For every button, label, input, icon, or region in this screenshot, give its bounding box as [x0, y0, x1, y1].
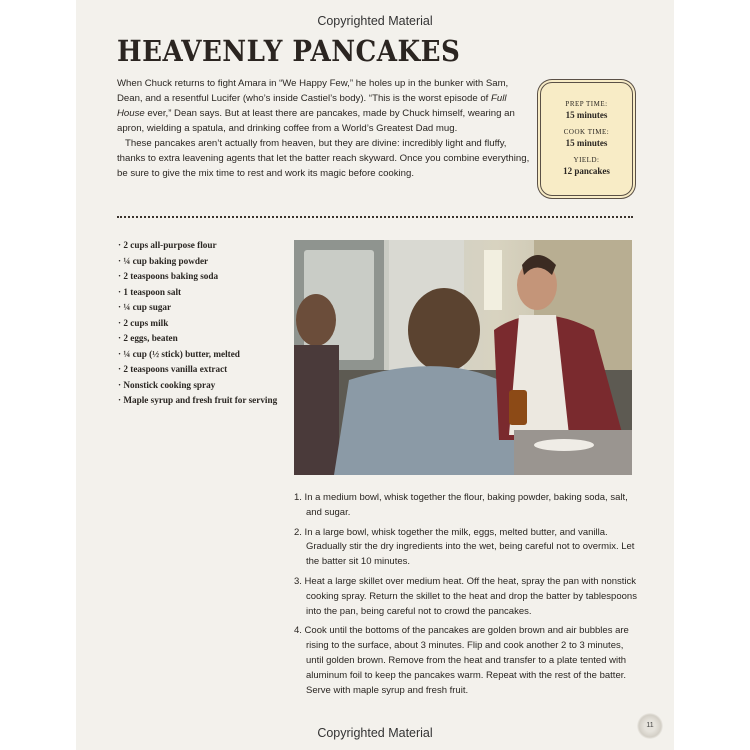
ingredient-item: · ¼ cup (½ stick) butter, melted	[117, 347, 289, 363]
intro-text	[117, 76, 532, 181]
watermark-top: Copyrighted Material	[317, 14, 433, 28]
ingredient-item: · 2 cups all-purpose flour	[117, 238, 289, 254]
instruction-step: 3. Heat a large skillet over medium heat. Off the heat, spray the pan with nonstick cooking spray. Return the skillet to the heat and drop the batter by tablespoons into the pan, being careful not to crowd the pancakes.	[294, 575, 637, 617]
ingredient-item: · 2 cups milk	[117, 316, 289, 332]
scene-photo	[294, 240, 632, 475]
ingredient-item: · 2 eggs, beaten	[117, 331, 289, 347]
prep-time-label: PREP TIME:	[565, 100, 608, 108]
watermark-bottom: Copyrighted Material	[317, 726, 433, 740]
cook-time-label: COOK TIME:	[563, 128, 610, 136]
ingredient-item: · 2 teaspoons baking soda	[117, 269, 289, 285]
cook-time-value: 15 minutes	[565, 138, 608, 148]
intro-paragraph-2: These pancakes aren’t actually from heaven, but they are divine: incredibly light and fluffy, thanks to extra leavening agents that let the batter reach skyward. Once you combine everything, be sure to give the mix time to rest and work its magic before cooking.	[117, 138, 530, 179]
intro-text-a: When Chuck returns to fight Amara in “We Happy Few,” he holes up in the bunker with Sam, Dean, and a resentful Lucifer (who’s inside Castiel’s body). “This is the worst episode of	[117, 78, 509, 104]
page-number: 11	[637, 713, 663, 739]
ingredient-item: · ¼ cup sugar	[117, 300, 289, 316]
intro-text-b: ever,” Dean says. But at least there are pancakes, made by Chuck himself, wearing an apron, wielding a spatula, and drinking coffee from a World’s Greatest Dad mug.	[117, 108, 515, 134]
instruction-step: 2. In a large bowl, whisk together the milk, eggs, melted butter, and vanilla. Gradually stir the dry ingredients into the wet, being careful not to overmix. Let the batter sit 10 minutes.	[294, 526, 635, 568]
instructions-list	[294, 491, 639, 703]
yield-label: YIELD:	[573, 156, 600, 164]
yield-value: 12 pancakes	[563, 166, 610, 176]
ingredient-item: · Maple syrup and fresh fruit for serving	[117, 393, 289, 409]
ingredients-list	[117, 238, 289, 409]
show-title: Full House	[117, 93, 507, 119]
ingredient-item: · 2 teaspoons vanilla extract	[117, 362, 289, 378]
ingredient-item: · Nonstick cooking spray	[117, 378, 289, 394]
prep-time-value: 15 minutes	[565, 110, 608, 120]
photo-illustration	[294, 240, 632, 475]
recipe-info-box	[540, 82, 633, 196]
instruction-step: 1. In a medium bowl, whisk together the flour, baking powder, baking soda, salt, and sugar.	[294, 492, 628, 518]
ingredient-item: · ¼ cup baking powder	[117, 254, 289, 270]
recipe-title: HEAVENLY PANCAKES	[117, 34, 461, 68]
dotted-divider	[117, 216, 633, 218]
instruction-step: 4. Cook until the bottoms of the pancakes are golden brown and air bubbles are rising to the surface, about 3 minutes. Flip and cook another 2 to 3 minutes, until golden brown. Remove from the heat and transfer to a plate tented with aluminum foil to keep the pancakes warm. Repeat with the rest of the batter. Serve with maple syrup and fresh fruit.	[294, 625, 629, 696]
ingredient-item: · 1 teaspoon salt	[117, 285, 289, 301]
intro-paragraph-1	[117, 76, 532, 136]
